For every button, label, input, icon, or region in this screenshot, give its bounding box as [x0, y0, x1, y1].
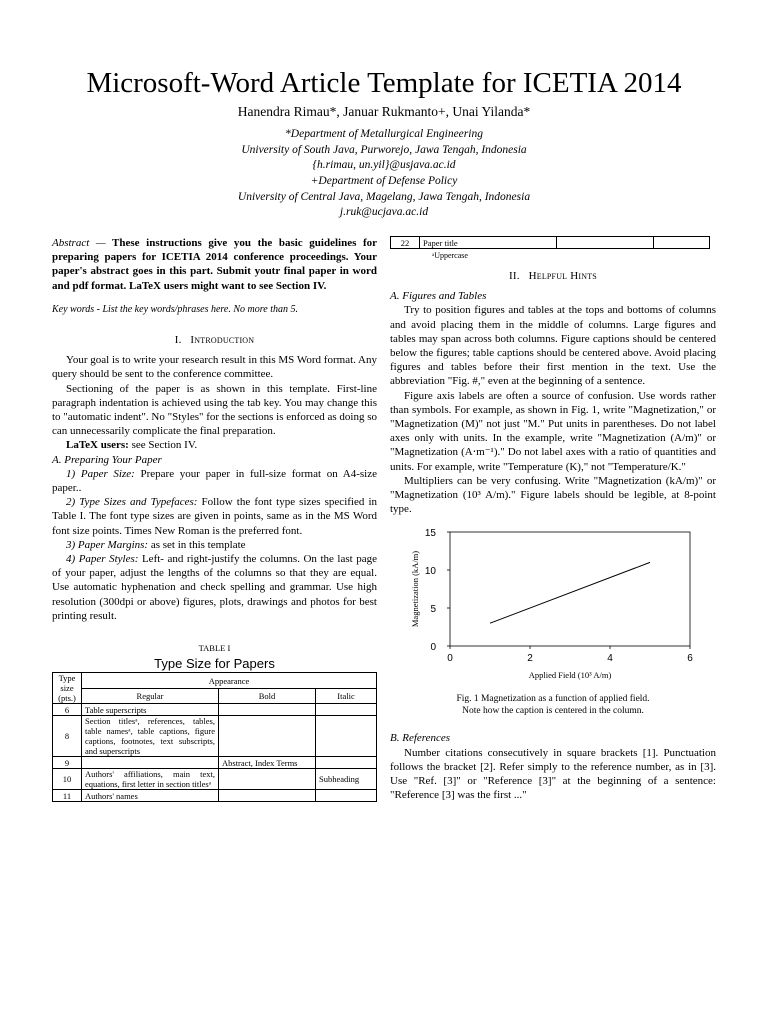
section-heading-introduction [52, 333, 377, 347]
latex-label: LaTeX users: [66, 439, 129, 452]
cell-regular: Table superscripts [82, 704, 219, 716]
section-title: Helpful Hints [528, 270, 597, 282]
abstract-text: These instructions give you the basic guidelines for preparing papers for ICETIA 2014 conference proceedings. Your paper's abstract goes in this part. Submit youtr final paper in word and pdf format. LaTeX users might want to see Section IV. [52, 237, 377, 292]
header-bold: Bold [219, 688, 316, 704]
plot-frame [450, 532, 690, 646]
y-tick-label: 5 [430, 604, 436, 616]
item-text: Left- and right-justify the columns. On the last page of your paper, adjust the lengths of the columns so that they are equal. Use automatic hyphenation and check spelling and grammar. Use high resolution (300dpi or above) figures, plots, drawings and photos for best printing result. [52, 553, 377, 622]
table-row [53, 716, 377, 757]
cell-size: 10 [53, 769, 82, 790]
paper-title: Microsoft-Word Article Template for ICETIA 2014 [86, 67, 682, 99]
cell-regular: Authors' affiliations, main text, equations, first letter in section titlesᵃ [82, 769, 219, 790]
affiliation-1-dept: *Department of Metallurgical Engineering [285, 128, 483, 140]
figure-caption [390, 694, 716, 717]
table-row [391, 237, 710, 249]
affiliation-1 [0, 127, 768, 174]
item-paper-size [52, 467, 377, 495]
item-text: Follow the font type sizes specified in Table I. The font type sizes are given in points, same as in the MS Word font size points. Times New Roman is the preferred font. [52, 496, 377, 537]
data-series-line [490, 563, 650, 624]
item-label: 2) Type Sizes and Typefaces: [66, 496, 198, 509]
section-title: Introduction [190, 334, 255, 347]
cell-italic [316, 716, 377, 757]
item-type-sizes [52, 495, 377, 538]
header-type-size: Type size (pts.) [53, 673, 82, 704]
x-tick-label: 0 [447, 653, 453, 665]
cell-regular: Section titlesᵃ, references, tables, table namesᵃ, table captions, figure captions, footnotes, text subscripts, and superscripts [82, 716, 219, 757]
header-regular: Regular [82, 688, 219, 704]
left-column [52, 236, 377, 802]
cell-italic [316, 704, 377, 716]
x-tick-label: 2 [527, 653, 533, 665]
item-paper-margins [52, 538, 377, 552]
cell-size: 11 [53, 790, 82, 802]
abstract-label: Abstract — [52, 237, 106, 249]
x-axis-label: Applied Field (10³ A/m) [528, 670, 612, 681]
y-tick-label: 10 [424, 566, 436, 578]
table-row [53, 704, 377, 716]
item-label: 3) Paper Margins: [66, 538, 149, 551]
figure-caption-line-2: Note how the caption is centered in the column. [462, 705, 644, 716]
cell-italic [316, 757, 377, 769]
cell-size: 22 [391, 237, 420, 249]
keywords: Key words - List the key words/phrases here. No more than 5. [52, 303, 299, 315]
figures-paragraph-2: Figure axis labels are often a source of confusion. Use words rather than symbols. For example, as shown in Fig. 1, write "Magnetization," or "Magnetization (M)" not just "M." Put units in parentheses. Do not label axes only with units. In the example, write "Magnetization (A/m)" or "Magnetization (A⋅m⁻¹)." Do not label axes with a ratio of quantities and units. For example, write "Temperature (K)," not "Temperature/K." [390, 389, 716, 473]
header-italic: Italic [316, 688, 377, 704]
table-row [53, 790, 377, 802]
figures-paragraph-1: Try to position figures and tables at the tops and bottoms of columns and avoid placing them in the middle of columns. Large figures and tables may span across both columns. Figure captions should be centered below the figures; table captions should be centered above. Avoid placing figures and tables before their first mention in the text. Use the abbreviation "Fig. #," even at the beginning of a sentence. [390, 304, 716, 388]
table-label: TABLE I [198, 643, 231, 654]
cell-bold [219, 716, 316, 757]
latex-text: see Section IV. [128, 439, 198, 452]
affiliation-2-dept: +Department of Defense Policy [310, 175, 458, 187]
cell-bold: Abstract, Index Terms [219, 757, 316, 769]
subsection-preparing-paper: A. Preparing Your Paper [52, 453, 162, 466]
section-number: I. [174, 334, 182, 347]
cell-italic: Subheading [316, 769, 377, 790]
affiliation-2-email: j.ruk@ucjava.ac.id [339, 206, 429, 218]
affiliation-1-univ: University of South Java, Purworejo, Jawa Tengah, Indonesia [241, 143, 527, 156]
affiliation-2-univ: University of Central Java, Magelang, Jawa Tengah, Indonesia [237, 190, 531, 203]
y-axis-label: Magnetization (kA/m) [410, 551, 420, 628]
item-label: 4) Paper Styles: [66, 553, 139, 566]
table-subheader-row [53, 688, 377, 704]
cell-italic [654, 237, 710, 249]
item-paper-styles [52, 552, 377, 623]
type-size-table [52, 672, 377, 802]
cell-bold [219, 790, 316, 802]
cell-bold [219, 704, 316, 716]
x-tick-label: 6 [687, 653, 693, 665]
subsection-references: B. References [390, 732, 451, 745]
item-text: Prepare your paper in full-size format on A4-size paper.. [52, 467, 378, 495]
item-label: 1) Paper Size: [66, 467, 135, 480]
references-paragraph: Number citations consecutively in square brackets [1]. Punctuation follows the bracket [2]. Refer simply to the reference number, as in [3]. Use "Ref. [3]" or "Reference [3]" at the beginning of a sentence: "Reference [3] was the first ..." [390, 746, 716, 802]
table-footnote: ᵃUppercase [432, 251, 468, 260]
affiliation-1-email: {h.rimau, un.yil}@usjava.ac.id [312, 159, 456, 171]
x-tick-label: 4 [607, 653, 613, 665]
cell-regular [82, 757, 219, 769]
table-title: Type Size for Papers [154, 656, 275, 672]
y-tick-label: 15 [424, 528, 436, 540]
table-row [53, 769, 377, 790]
intro-paragraph-2: Sectioning of the paper is as shown in this template. First-line paragraph indentation is achieved using the tab key. You may change this to "automatic indent". No "Styles" for the sections is enforced as doing so can unnecessarily complicate the final preparation. [52, 382, 377, 438]
cell-size: 8 [53, 716, 82, 757]
figures-paragraph-3: Multipliers can be very confusing. Write "Magnetization (kA/m)" or "Magnetization (10³ A/m)." Figure labels should be legible, at 8-point type. [390, 474, 716, 516]
cell-bold [219, 769, 316, 790]
header-appearance: Appearance [82, 673, 377, 689]
latex-note [52, 438, 377, 452]
y-tick-label: 0 [430, 642, 436, 654]
type-size-table-continued [390, 236, 710, 249]
cell-size: 6 [53, 704, 82, 716]
magnetization-chart [390, 522, 716, 692]
table-row [53, 757, 377, 769]
figure-caption-line-1: Fig. 1 Magnetization as a function of applied field. [456, 694, 650, 705]
item-text: as set in this template [148, 538, 246, 551]
author-list: Hanendra Rimau*, Januar Rukmanto+, Unai Yilanda* [237, 104, 531, 119]
cell-regular: Authors' names [82, 790, 219, 802]
cell-bold [557, 237, 654, 249]
table-header-row [53, 673, 377, 689]
section-number: II. [509, 270, 520, 282]
right-column [390, 236, 716, 802]
abstract [52, 236, 377, 293]
section-heading-helpful-hints [390, 269, 716, 283]
subsection-figures-tables: A. Figures and Tables [390, 290, 487, 303]
cell-regular: Paper title [420, 237, 557, 249]
cell-italic [316, 790, 377, 802]
intro-paragraph-1: Your goal is to write your research result in this MS Word format. Any query should be sent to the conference committee. [52, 354, 377, 381]
affiliation-2 [0, 174, 768, 221]
cell-size: 9 [53, 757, 82, 769]
